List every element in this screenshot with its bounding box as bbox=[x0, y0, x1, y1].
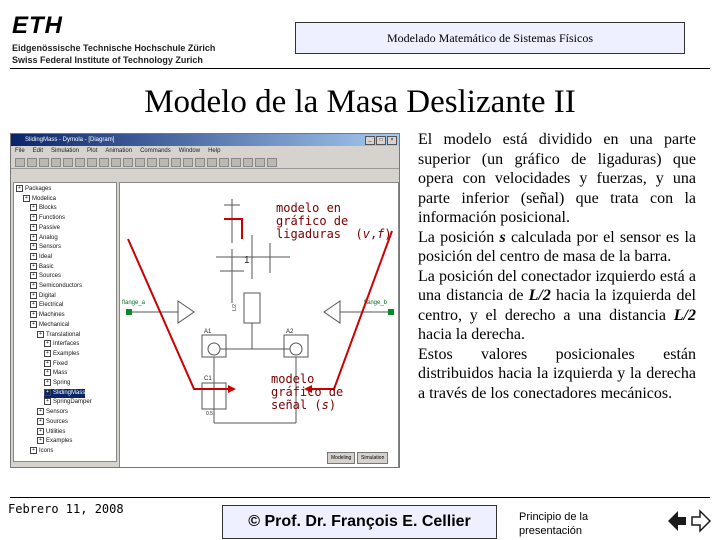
annotation-arrowhead-left bbox=[228, 385, 236, 393]
tree-item[interactable] bbox=[30, 253, 52, 262]
toolbar-button-icon[interactable] bbox=[159, 158, 169, 167]
slide-title: Modelo de la Masa Deslizante II bbox=[144, 84, 576, 120]
author-box bbox=[222, 505, 497, 539]
sensor-label: L/2 bbox=[232, 304, 238, 311]
toolbar-button-icon[interactable] bbox=[111, 158, 121, 167]
tree-item[interactable] bbox=[16, 185, 51, 194]
window-controls bbox=[365, 136, 397, 145]
tree-item[interactable] bbox=[44, 379, 70, 388]
tree-item[interactable] bbox=[30, 311, 65, 320]
toolbar-button-icon[interactable] bbox=[63, 158, 73, 167]
tree-item-label: Machines bbox=[39, 312, 65, 319]
tree-item[interactable] bbox=[44, 350, 79, 359]
flange-b-label: flange_b bbox=[364, 300, 388, 306]
tree-item[interactable] bbox=[30, 234, 58, 243]
expand-icon[interactable]: + bbox=[30, 243, 37, 250]
course-title: Modelado Matemático de Sistemas Físicos bbox=[387, 30, 593, 45]
tree-item-label: Fixed bbox=[53, 360, 68, 367]
tree-item[interactable] bbox=[30, 204, 57, 213]
tree-item-label: Translational bbox=[46, 331, 81, 338]
tree-item[interactable] bbox=[30, 447, 53, 456]
expand-icon[interactable]: + bbox=[30, 224, 37, 231]
flange-a-label: flange_a bbox=[122, 300, 146, 306]
lower-annotation: modelo gráfico de señal (s) bbox=[271, 372, 344, 412]
expand-icon[interactable]: + bbox=[44, 360, 51, 367]
tree-item-label: Sources bbox=[46, 418, 69, 425]
menu-item[interactable]: Edit bbox=[32, 148, 44, 154]
tree-item[interactable] bbox=[30, 301, 63, 310]
expand-icon[interactable]: + bbox=[30, 272, 37, 279]
tree-item-label: Sensors bbox=[46, 409, 69, 416]
toolbar-button-icon[interactable] bbox=[75, 158, 85, 167]
toolbar-button-icon[interactable] bbox=[219, 158, 229, 167]
toolbar-button-icon[interactable] bbox=[171, 158, 181, 167]
toolbar-button-icon[interactable] bbox=[51, 158, 61, 167]
expand-icon[interactable]: + bbox=[30, 311, 37, 318]
expand-icon[interactable]: + bbox=[37, 418, 44, 425]
tree-item-label: Spring bbox=[53, 380, 71, 387]
expand-icon[interactable]: + bbox=[30, 321, 37, 328]
author-name: © Prof. Dr. François E. Cellier bbox=[248, 513, 471, 530]
tree-item[interactable] bbox=[37, 331, 80, 340]
menu-item[interactable]: Help bbox=[208, 148, 221, 154]
menu-item[interactable]: File bbox=[15, 148, 25, 154]
menu-item[interactable]: Window bbox=[178, 148, 201, 154]
tree-item[interactable] bbox=[30, 224, 60, 233]
maximize-icon[interactable]: □ bbox=[376, 136, 386, 145]
tree-item[interactable] bbox=[23, 195, 56, 204]
toolbar-button-icon[interactable] bbox=[207, 158, 217, 167]
menu-item[interactable]: Animation bbox=[105, 148, 133, 154]
tree-item-label: Functions bbox=[39, 215, 66, 222]
tree-item[interactable] bbox=[37, 437, 72, 446]
toolbar-button-icon[interactable] bbox=[87, 158, 97, 167]
toolbar-button-icon[interactable] bbox=[39, 158, 49, 167]
paragraph-sensor-position: La posición s calculada por el sensor es la posición del centro de masa de la barra. bbox=[418, 228, 697, 265]
expand-icon[interactable]: + bbox=[30, 204, 37, 211]
tree-item[interactable] bbox=[30, 292, 56, 301]
forward-arrow-icon[interactable] bbox=[692, 511, 710, 531]
toolbar-button-icon[interactable] bbox=[195, 158, 205, 167]
expand-icon[interactable]: + bbox=[30, 253, 37, 260]
simulation-mode-button[interactable]: Simulation bbox=[357, 452, 388, 464]
navigation-arrows-icon[interactable] bbox=[666, 508, 712, 534]
toolbar bbox=[11, 156, 399, 169]
expand-icon[interactable]: + bbox=[23, 195, 30, 202]
tree-item[interactable] bbox=[30, 321, 69, 330]
tree-item-label: Modelica bbox=[32, 195, 57, 202]
tree-item-label: Basic bbox=[39, 263, 54, 270]
eth-logo bbox=[12, 12, 252, 72]
tree-item-label: Semiconductors bbox=[39, 283, 83, 290]
junction-label: 1 bbox=[244, 255, 250, 266]
toolbar-button-icon[interactable] bbox=[147, 158, 157, 167]
tree-item[interactable] bbox=[30, 214, 65, 223]
expand-icon[interactable]: + bbox=[44, 379, 51, 386]
tree-item-label: Electrical bbox=[39, 302, 64, 309]
tree-item-label: Passive bbox=[39, 224, 61, 231]
tree-item-label: SlidingMass bbox=[53, 389, 86, 396]
toolbar-button-icon[interactable] bbox=[135, 158, 145, 167]
toolbar-button-icon[interactable] bbox=[15, 158, 25, 167]
tree-item[interactable] bbox=[44, 340, 79, 349]
paragraph-connector-distance: La posición del conectador izquierdo está a una distancia de L/2 hacia la izquierda del centro, y el derecho a una distancia L/2 hacia la derecha. bbox=[418, 267, 696, 343]
tree-item-label: SpringDamper bbox=[53, 399, 92, 406]
tree-item-label: Mechanical bbox=[39, 321, 70, 328]
expand-icon[interactable]: + bbox=[30, 447, 37, 454]
menu-item[interactable]: Simulation bbox=[51, 148, 80, 154]
tree-item-label: Blocks bbox=[39, 205, 57, 212]
toolbar-button-icon[interactable] bbox=[123, 158, 133, 167]
tree-item[interactable] bbox=[30, 282, 82, 291]
tree-item-label: Utilities bbox=[46, 428, 66, 435]
tree-item[interactable] bbox=[30, 272, 61, 281]
header-rule bbox=[10, 68, 710, 69]
tree-item[interactable] bbox=[44, 360, 68, 369]
body-text bbox=[418, 130, 696, 403]
tree-item[interactable] bbox=[44, 369, 67, 378]
close-icon[interactable]: × bbox=[387, 136, 397, 145]
package-browser bbox=[13, 182, 117, 462]
tree-item[interactable] bbox=[44, 398, 92, 407]
expand-icon[interactable]: + bbox=[30, 301, 37, 308]
expand-icon[interactable]: + bbox=[16, 185, 23, 192]
expand-icon[interactable]: + bbox=[44, 398, 51, 405]
expand-icon[interactable]: + bbox=[30, 263, 37, 270]
paragraph-model-division: El modelo está dividido en una parte superior (un gráfico de ligaduras) que opera con velocidades y fuerzas, y una parte inferior (señal) que trata con la información posicional. bbox=[418, 131, 696, 226]
expand-icon[interactable]: + bbox=[44, 350, 51, 357]
modeling-mode-button[interactable]: Modeling bbox=[327, 452, 355, 464]
window-title: SlidingMass - Dymola - [Diagram] bbox=[25, 137, 115, 143]
expand-icon[interactable]: + bbox=[37, 437, 44, 444]
expand-icon[interactable]: + bbox=[44, 389, 51, 396]
tree-item[interactable] bbox=[30, 263, 54, 272]
window-title-bar bbox=[11, 134, 399, 146]
eth-logo-line-german: Eidgenössische Technische Hochschule Zürich bbox=[12, 43, 216, 53]
menu-bar bbox=[11, 146, 400, 156]
flange-b-connector[interactable] bbox=[388, 309, 394, 315]
expand-icon[interactable]: + bbox=[44, 369, 51, 376]
tree-item-label: Sensors bbox=[39, 244, 62, 251]
toolbar-button-icon[interactable] bbox=[255, 158, 265, 167]
footer-date: Febrero 11, 2008 bbox=[8, 502, 124, 516]
expand-icon[interactable]: + bbox=[30, 214, 37, 221]
back-arrow-icon[interactable] bbox=[668, 511, 686, 531]
expand-icon[interactable]: + bbox=[30, 234, 37, 241]
eth-logo-word: ETH bbox=[12, 12, 63, 39]
tree-item-label: Examples bbox=[53, 350, 80, 357]
tree-item[interactable] bbox=[37, 408, 68, 417]
menu-item[interactable]: Plot bbox=[87, 148, 98, 154]
tree-item-label: Sources bbox=[39, 273, 62, 280]
toolbar-button-icon[interactable] bbox=[183, 158, 193, 167]
expand-icon[interactable]: + bbox=[44, 340, 51, 347]
upper-annotation: modelo en gráfico de ligaduras (v,f) bbox=[276, 201, 392, 241]
block-a2-label: A2 bbox=[286, 329, 294, 335]
dymola-screenshot bbox=[10, 133, 400, 468]
footer-rule bbox=[10, 497, 710, 498]
minimize-icon[interactable]: _ bbox=[365, 136, 375, 145]
expand-icon[interactable]: + bbox=[37, 428, 44, 435]
flange-wires bbox=[132, 293, 388, 323]
start-link[interactable]: Principio de la presentación bbox=[519, 511, 589, 537]
tree-item-label: Analog bbox=[39, 234, 58, 241]
course-title-box bbox=[295, 22, 685, 54]
tree-item-label: Icons bbox=[39, 447, 54, 454]
eth-logo-line-english: Swiss Federal Institute of Technology Zurich bbox=[12, 55, 203, 65]
expand-icon[interactable]: + bbox=[30, 292, 37, 299]
expand-icon[interactable]: + bbox=[30, 282, 37, 289]
block-a1-label: A1 bbox=[204, 329, 212, 335]
menu-item[interactable]: Commands bbox=[140, 148, 171, 154]
toolbar-button-icon[interactable] bbox=[27, 158, 37, 167]
toolbar-button-icon[interactable] bbox=[231, 158, 241, 167]
toolbar-button-icon[interactable] bbox=[267, 158, 277, 167]
tree-item[interactable] bbox=[44, 389, 85, 398]
tree-item-label: Interfaces bbox=[53, 341, 80, 348]
flange-a-connector[interactable] bbox=[126, 309, 132, 315]
tree-item-label: Examples bbox=[46, 438, 73, 445]
constant-value: 0.5 bbox=[206, 411, 213, 417]
tree-item[interactable] bbox=[37, 428, 65, 437]
toolbar-button-icon[interactable] bbox=[243, 158, 253, 167]
toolbar-button-icon[interactable] bbox=[99, 158, 109, 167]
expand-icon[interactable]: + bbox=[37, 408, 44, 415]
tree-item-label: Ideal bbox=[39, 253, 53, 260]
tree-item[interactable] bbox=[30, 243, 61, 252]
paragraph-distribution: Estos valores posicionales están distribuidos hacia la izquierda y la derecha a través de los conectadores mecánicos. bbox=[418, 345, 696, 402]
tree-item-label: Packages bbox=[25, 186, 52, 193]
tree-item-label: Digital bbox=[39, 292, 56, 299]
tree-item[interactable] bbox=[37, 418, 68, 427]
tree-item-label: Mass bbox=[53, 370, 68, 377]
block-c1-label: C1 bbox=[204, 376, 212, 382]
expand-icon[interactable]: + bbox=[37, 331, 44, 338]
